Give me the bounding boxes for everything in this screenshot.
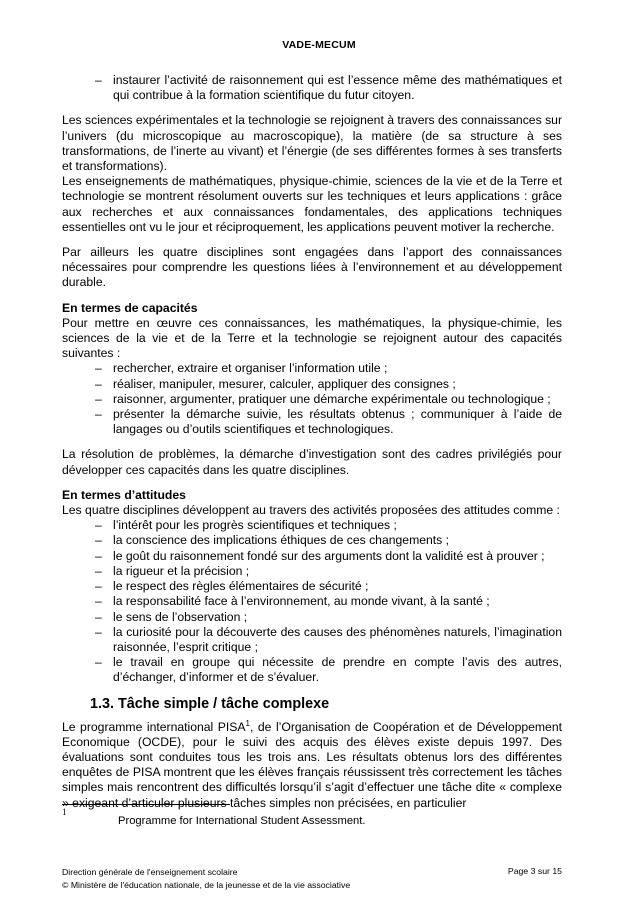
list-item: – la curiosité pour la découverte des causes des phénomènes naturels, l’imagination raisonnée, l’esprit critique ; <box>95 624 562 654</box>
list-item: – présenter la démarche suivie, les résultats obtenus ; communiquer à l’aide de langages ou d’outils scientifiques et technologiques. <box>95 407 562 437</box>
dash-bullet-icon: – <box>95 361 102 376</box>
dash-bullet-icon: – <box>95 609 102 624</box>
list-item: – réaliser, manipuler, mesurer, calculer, appliquer des consignes ; <box>95 376 456 391</box>
list-item: – raisonner, argumenter, pratiquer une démarche expérimentale ou technologique ; <box>95 391 551 406</box>
dash-bullet-icon: – <box>95 655 102 670</box>
page-number: Page 3 sur 15 <box>507 866 562 876</box>
list-item: – la conscience des implications éthiques de ces changements ; <box>95 533 450 548</box>
list-item: – rechercher, extraire et organiser l’information utile ; <box>95 361 388 376</box>
dash-bullet-icon: – <box>95 376 102 391</box>
dash-bullet-icon: – <box>95 563 102 578</box>
list-item: – la responsabilité face à l’environnement, au monde vivant, à la santé ; <box>95 594 490 609</box>
heading-attitudes: En termes d’attitudes <box>62 487 186 502</box>
section-title: 1.3. Tâche simple / tâche complexe <box>90 695 330 712</box>
dash-bullet-icon: – <box>95 73 102 87</box>
dash-bullet-icon: – <box>95 579 102 594</box>
dash-bullet-icon: – <box>95 594 102 609</box>
list-item: – le sens de l’observation ; <box>95 609 248 624</box>
dash-bullet-icon: – <box>95 533 102 548</box>
list-item: – la rigueur et la précision ; <box>95 563 250 578</box>
footer-ministry: © Ministère de l'éducation nationale, de la jeunesse et de la vie associative <box>62 880 351 890</box>
paragraph-sciences: Les sciences expérimentales et la technologie se rejoignent à travers des connaissances sur l’univers (du microscopique au macroscopique), la matière (de sa structure à ses transformations, de l’inerte au vivant) et l’énergie (de ses différentes formes à ses transferts et transformations). <box>62 113 562 174</box>
list-item: – le travail en groupe qui nécessite de prendre en compte l’avis des autres, d’échanger, d’informer et de s’évaluer. <box>95 655 562 685</box>
list-item: – le goût du raisonnement fondé sur des arguments dont la validité est à prouver ; <box>95 548 545 563</box>
paragraph-enseignements: Les enseignements de mathématiques, physique-chimie, sciences de la vie et de la Terre et technologie se montrent résolument ouverts sur les techniques et leurs applications : grâce aux recherches et aux connaissances fondamentales, des applications techniques essentielles ont vu le jour et réciproquement, les applications peuvent motiver la recherche. <box>62 174 562 234</box>
list-item: – le respect des règles élémentaires de sécurité ; <box>95 579 369 594</box>
intro-bullet-list <box>62 73 562 103</box>
paragraph-resolution: La résolution de problèmes, la démarche d’investigation sont des cadres privilégiés pour développer ces capacités dans les quatre disciplines. <box>62 447 562 477</box>
list-item: – instaurer l’activité de raisonnement qui est l’essence même des mathématiques et qui contribue à la formation scientifique du futur citoyen. <box>95 73 562 103</box>
dash-bullet-icon: – <box>95 624 102 639</box>
dash-bullet-icon: – <box>95 407 102 422</box>
footnote-text: Programme for International Student Assessment. <box>118 815 366 827</box>
capacites-list <box>62 361 562 437</box>
paragraph-attitudes-intro: Les quatre disciplines développent au travers des activités proposées des attitudes comme : <box>62 503 560 518</box>
document-body <box>62 73 562 811</box>
page-footer <box>62 866 350 892</box>
footnote-number: 1 <box>62 807 67 817</box>
paragraph-capacites-intro: Pour mettre en œuvre ces connaissances, les mathématiques, la physique-chimie, les sciences de la vie et de la Terre et la technologie se rejoignent autour des capacités suivantes : <box>62 315 562 361</box>
attitudes-list <box>62 518 562 685</box>
footnote-reference[interactable]: 1 <box>245 718 250 728</box>
dash-bullet-icon: – <box>95 548 102 563</box>
footnote-divider <box>62 804 230 805</box>
footer-organization: Direction générale de l'enseignement scolaire <box>62 867 238 877</box>
page-header-title: VADE-MECUM <box>282 39 356 51</box>
dash-bullet-icon: – <box>95 391 102 406</box>
dash-bullet-icon: – <box>95 518 102 533</box>
paragraph-pisa: Le programme international PISA$^1$, de l’Organisation de Coopération et de Développement Economique (OCDE), pour le suivi des acquis des élèves existe depuis 1997. Des évaluations sont conduites tous les trois ans. Les résultats obtenus lors des différentes enquêtes de PISA montrent que les élèves français réussissent très correctement les tâches simples mais rencontrent des difficultés lorsqu’il s’agit d’effectuer une tâche dite « complexe » exigeant d’articuler plusieurs tâches simples non précisées, en particulier <box>62 718 562 810</box>
list-item: – l’intérêt pour les progrès scientifiques et techniques ; <box>95 518 397 533</box>
heading-capacites: En termes de capacités <box>62 300 198 315</box>
paragraph-environnement: Par ailleurs les quatre disciplines sont engagées dans l’apport des connaissances nécessaires pour comprendre les questions liées à l’environnement et au développement durable. <box>62 245 562 290</box>
